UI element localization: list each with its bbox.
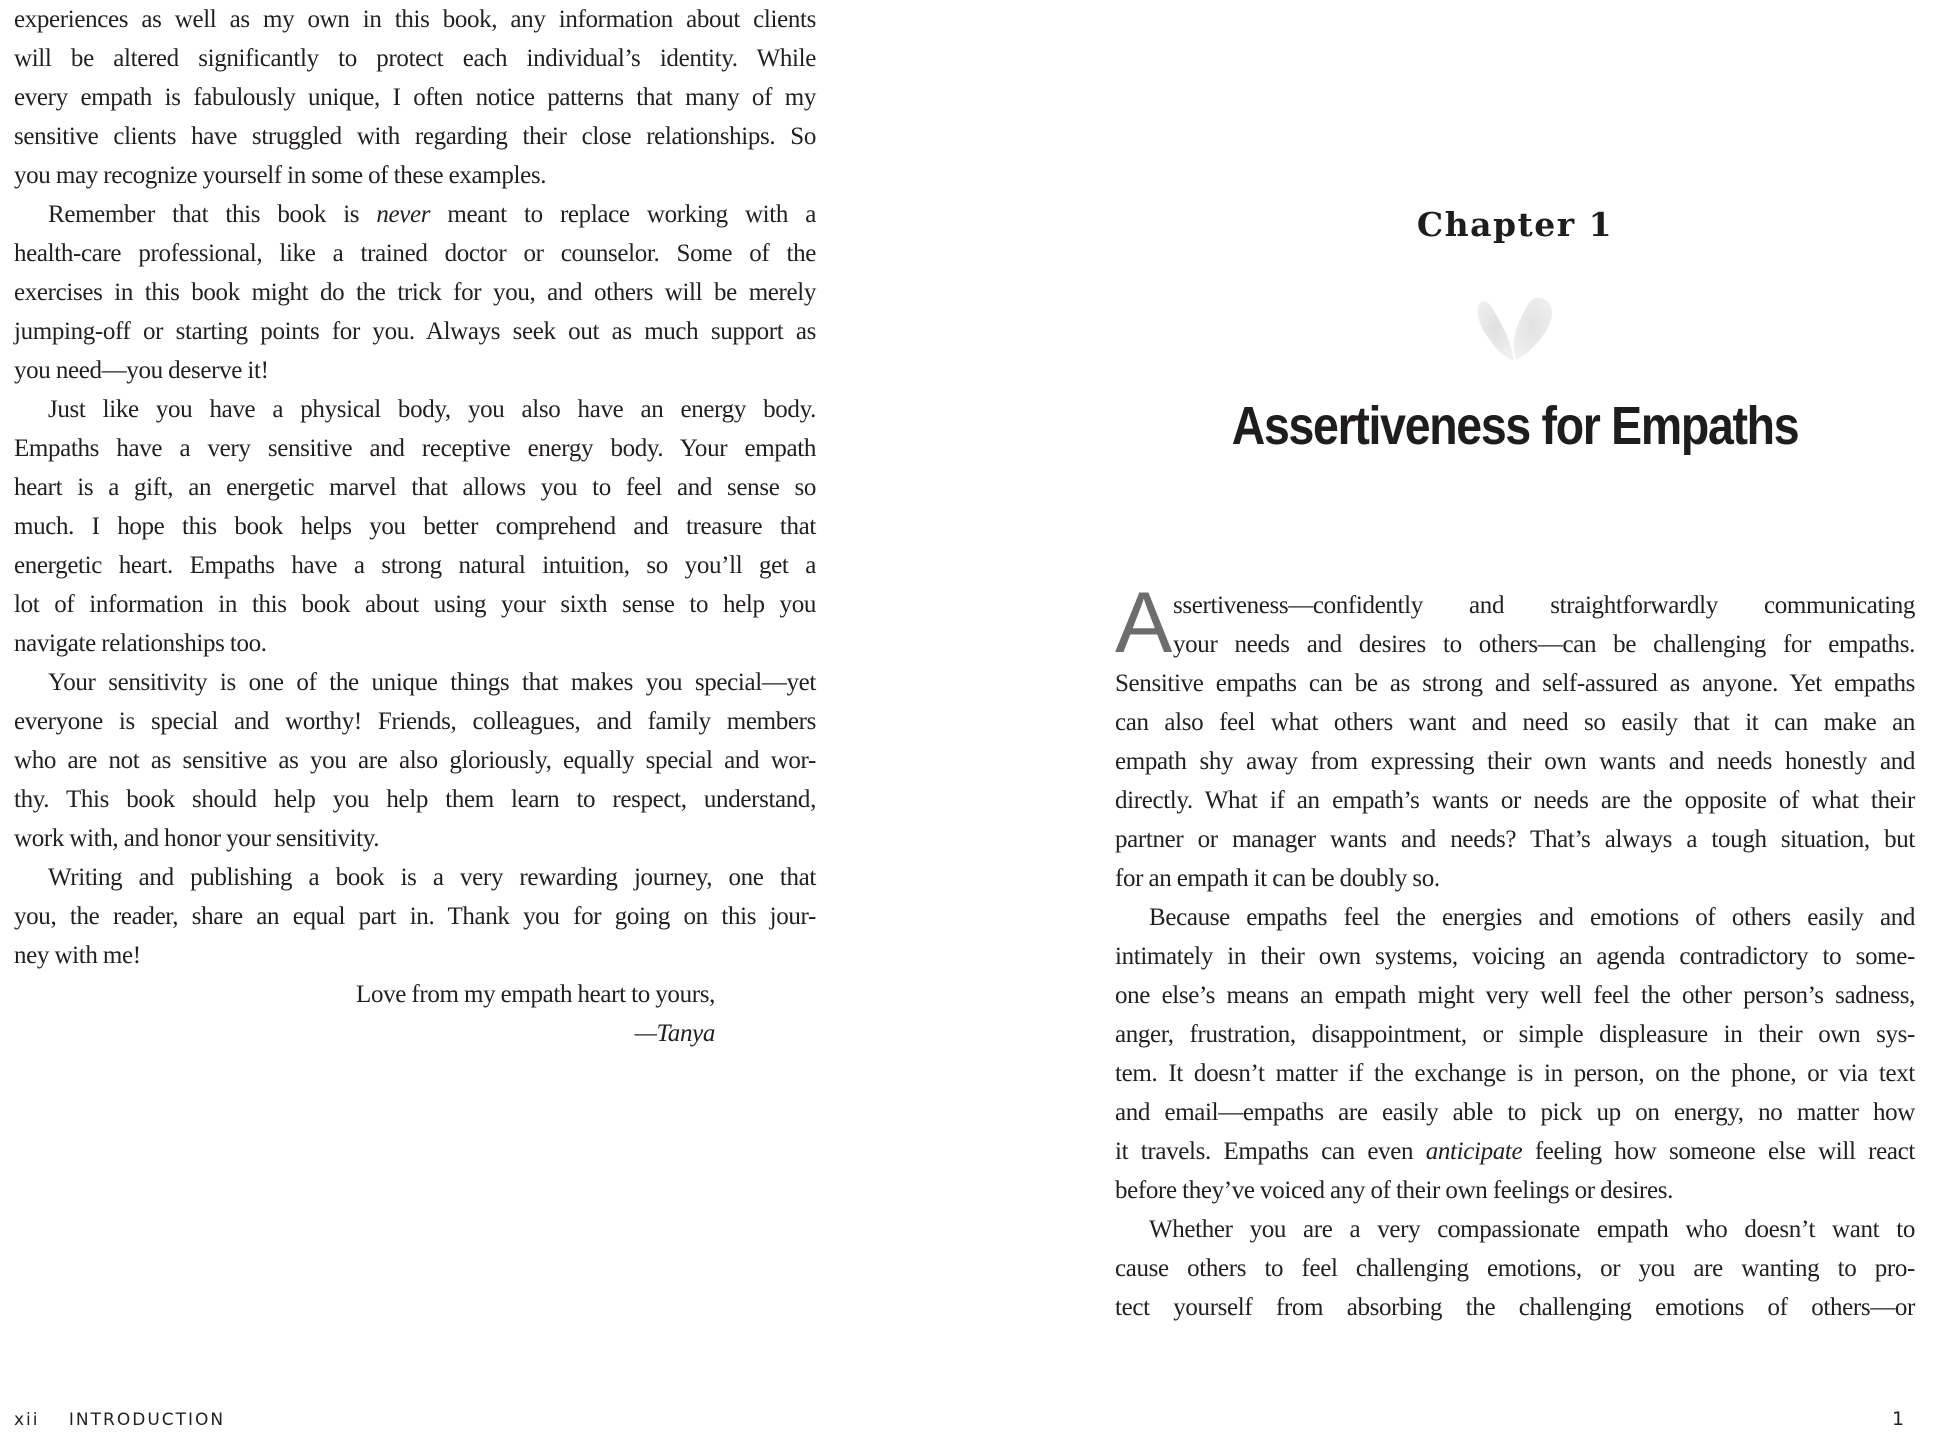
body-line: tem. It doesn’t matter if the exchange is in person, on the phone, or via text bbox=[1115, 1060, 1915, 1087]
text-run: meant to replace working with a bbox=[430, 201, 817, 228]
body-line: one else’s means an empath might very well feel the other person’s sadness, bbox=[1115, 982, 1915, 1009]
page-number: xii bbox=[14, 1410, 40, 1430]
body-line: anger, frustration, disappointment, or simple displeasure in their own sys- bbox=[1115, 1021, 1915, 1048]
left-footer bbox=[14, 1410, 225, 1430]
body-line: Whether you are a very compassionate empath who doesn’t want to bbox=[1149, 1216, 1915, 1243]
body-line: exercises in this book might do the trick for you, and others will be merely bbox=[14, 279, 816, 306]
body-line: and email—empaths are easily able to pick up on energy, no matter how bbox=[1115, 1099, 1915, 1126]
body-line: much. I hope this book helps you better comprehend and treasure that bbox=[14, 513, 816, 540]
body-line: Because empaths feel the energies and emotions of others easily and bbox=[1149, 904, 1915, 931]
body-line: thy. This book should help you help them learn to respect, understand, bbox=[14, 786, 816, 813]
body-line: can also feel what others want and need so easily that it can make an bbox=[1115, 709, 1915, 736]
body-line: will be altered significantly to protect each individual’s identity. While bbox=[14, 45, 816, 72]
body-line: lot of information in this book about using your sixth sense to help you bbox=[14, 591, 816, 618]
body-line: tect yourself from absorbing the challenging emotions of others—or bbox=[1115, 1294, 1915, 1321]
body-line: everyone is special and worthy! Friends, colleagues, and family members bbox=[14, 708, 816, 735]
chapter-body bbox=[1115, 575, 1915, 1327]
body-line: experiences as well as my own in this book, any information about clients bbox=[14, 6, 816, 33]
heart-left-lobe bbox=[1478, 301, 1513, 360]
body-line: who are not as sensitive as you are also gloriously, equally special and wor- bbox=[14, 747, 816, 774]
running-head: INTRODUCTION bbox=[68, 1410, 226, 1430]
chapter-label: Chapter 1 bbox=[1416, 205, 1614, 244]
left-page bbox=[14, 0, 816, 1053]
body-line: your needs and desires to others—can be challenging for empaths. bbox=[1173, 631, 1915, 658]
body-line: health-care professional, like a trained doctor or counselor. Some of the bbox=[14, 240, 816, 267]
body-line: Your sensitivity is one of the unique things that makes you special—yet bbox=[48, 669, 816, 696]
body-line: empath shy away from expressing their own wants and needs honestly and bbox=[1115, 748, 1915, 775]
drop-cap: A bbox=[1115, 575, 1171, 671]
body-line: energetic heart. Empaths have a strong natural intuition, so you’ll get a bbox=[14, 552, 816, 579]
body-line: jumping-off or starting points for you. Always seek out as much support as bbox=[14, 318, 816, 345]
body-line: before they’ve voiced any of their own feelings or desires. bbox=[1115, 1177, 1673, 1204]
emphasis-anticipate: anticipate bbox=[1425, 1138, 1523, 1165]
body-line: intimately in their own systems, voicing an agenda contradictory to some- bbox=[1115, 943, 1915, 970]
heart-right-lobe bbox=[1513, 298, 1552, 360]
body-line: every empath is fabulously unique, I often notice patterns that many of my bbox=[14, 84, 816, 111]
heart-icon bbox=[1473, 292, 1557, 362]
body-line: sensitive clients have struggled with regarding their close relationships. So bbox=[14, 123, 816, 150]
body-line: for an empath it can be doubly so. bbox=[1115, 865, 1440, 892]
body-line: ney with me! bbox=[14, 942, 141, 969]
text-run: it travels. Empaths can even bbox=[1115, 1138, 1426, 1165]
text-run: feeling how someone else will react bbox=[1522, 1138, 1915, 1165]
body-line: work with, and honor your sensitivity. bbox=[14, 825, 380, 852]
body-line bbox=[14, 195, 816, 234]
body-line: cause others to feel challenging emotions, or you are wanting to pro- bbox=[1115, 1255, 1915, 1282]
body-line: navigate relationships too. bbox=[14, 630, 267, 657]
body-line: ssertiveness—confidently and straightforwardly communicating bbox=[1173, 592, 1915, 619]
body-line: directly. What if an empath’s wants or needs are the opposite of what their bbox=[1115, 787, 1915, 814]
body-line: Writing and publishing a book is a very rewarding journey, one that bbox=[48, 864, 816, 891]
body-line: you, the reader, share an equal part in. Thank you for going on this jour- bbox=[14, 903, 816, 930]
body-line: you need—you deserve it! bbox=[14, 357, 269, 384]
emphasis-never: never bbox=[376, 201, 431, 228]
body-line: partner or manager wants and needs? That’s always a tough situation, but bbox=[1115, 826, 1915, 853]
body-line bbox=[1115, 1132, 1915, 1171]
body-line: you may recognize yourself in some of these examples. bbox=[14, 162, 547, 189]
body-line: heart is a gift, an energetic marvel that allows you to feel and sense so bbox=[14, 474, 816, 501]
signoff-line: Love from my empath heart to yours, bbox=[356, 981, 715, 1008]
text-run: Remember that this book is bbox=[48, 201, 377, 228]
body-line: Sensitive empaths can be as strong and self-assured as anyone. Yet empaths bbox=[1115, 670, 1915, 697]
right-page-number: 1 bbox=[1892, 1408, 1905, 1430]
body-line: Empaths have a very sensitive and receptive energy body. Your empath bbox=[14, 435, 816, 462]
signature: —Tanya bbox=[634, 1020, 715, 1047]
chapter-title: Assertiveness for Empaths bbox=[1231, 396, 1799, 456]
body-line: Just like you have a physical body, you also have an energy body. bbox=[48, 396, 816, 423]
